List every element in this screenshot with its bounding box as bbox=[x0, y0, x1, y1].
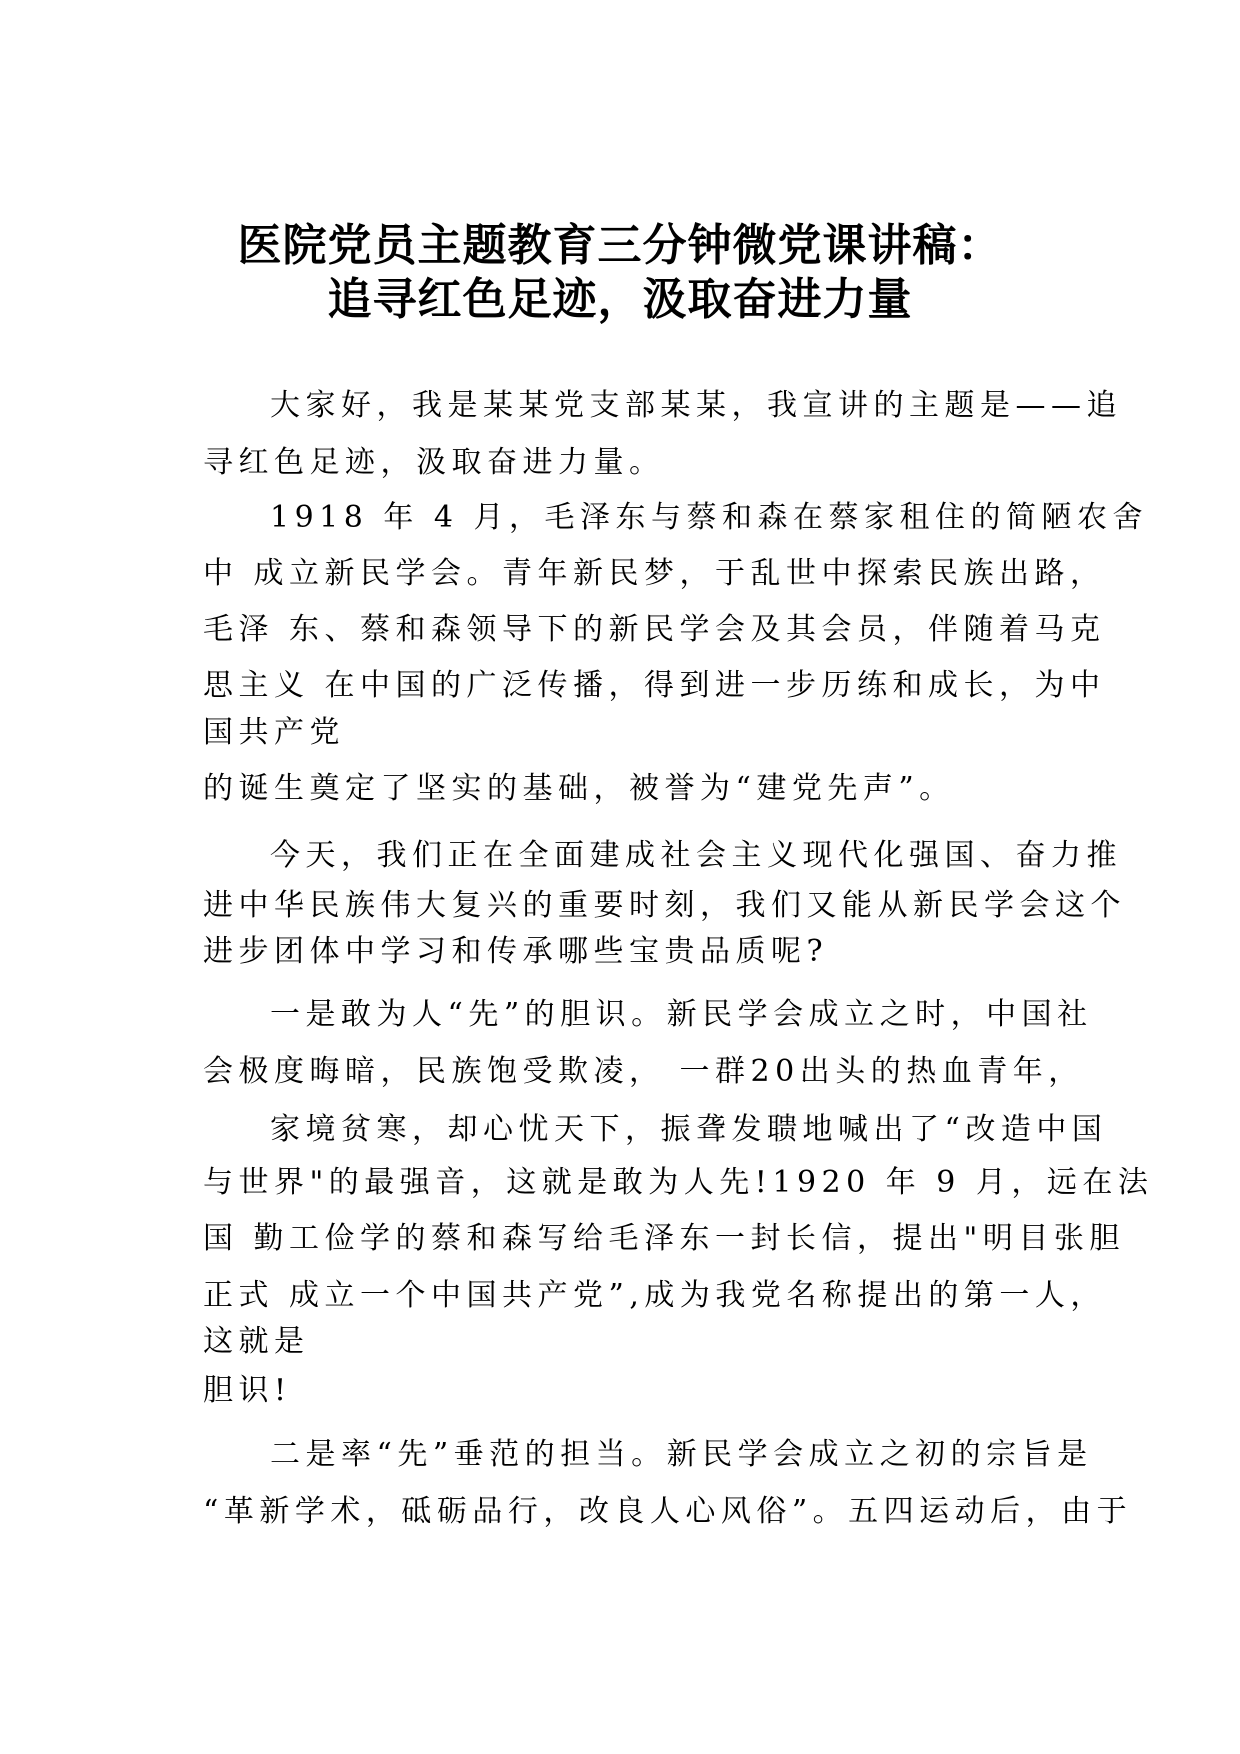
body-line: 一是敢为人“先”的胆识。新民学会成立之时，中国社 bbox=[270, 997, 1093, 1032]
body-line: 进步团体中学习和传承哪些宝贵品质呢? bbox=[203, 934, 829, 969]
body-line: 的诞生奠定了坚实的基础，被誉为“建党先声”。 bbox=[203, 771, 955, 806]
body-line: 正式 成立一个中国共产党”,成为我党名称提出的第一人， bbox=[203, 1278, 1106, 1313]
body-line: 二是率“先”垂范的担当。新民学会成立之初的宗旨是 bbox=[270, 1437, 1093, 1472]
body-line: 这就是 bbox=[203, 1324, 310, 1359]
body-line: 与世界"的最强音，这就是敢为人先!1920 年 9 月，远在法 bbox=[203, 1165, 1154, 1200]
body-line: 毛泽 东、蔡和森领导下的新民学会及其会员，伴随着马克 bbox=[203, 612, 1106, 647]
body-line: 1918 年 4 月，毛泽东与蔡和森在蔡家租住的简陋农舍 bbox=[270, 500, 1149, 535]
body-line: 进中华民族伟大复兴的重要时刻，我们又能从新民学会这个 bbox=[203, 888, 1126, 923]
body-line: 今天，我们正在全面建成社会主义现代化强国、奋力推 bbox=[270, 838, 1122, 873]
body-line: 大家好，我是某某党支部某某，我宣讲的主题是——追 bbox=[270, 388, 1122, 423]
body-line: 胆识! bbox=[203, 1373, 292, 1408]
body-line: 家境贫寒，却心忧天下，振聋发聩地喊出了“改造中国 bbox=[270, 1112, 1108, 1147]
body-line: 中 成立新民学会。青年新民梦，于乱世中探索民族出路， bbox=[203, 556, 1106, 591]
body-line: “革新学术，砥砺品行，改良人心风俗”。五四运动后，由于 bbox=[203, 1494, 1133, 1529]
document-title-line-2: 追寻红色足迹，汲取奋进力量 bbox=[327, 274, 913, 325]
body-line: 会极度晦暗，民族饱受欺凌， 一群20出头的热血青年， bbox=[203, 1054, 1084, 1089]
body-line: 国 勤工俭学的蔡和森写给毛泽东一封长信，提出"明目张胆 bbox=[203, 1221, 1125, 1256]
body-line: 国共产党 bbox=[203, 715, 345, 750]
body-line: 思主义 在中国的广泛传播，得到进一步历练和成长，为中 bbox=[203, 668, 1106, 703]
body-line: 寻红色足迹，汲取奋进力量。 bbox=[203, 445, 665, 480]
document-title-line-1: 医院党员主题教育三分钟微党课讲稿： bbox=[237, 220, 1003, 271]
